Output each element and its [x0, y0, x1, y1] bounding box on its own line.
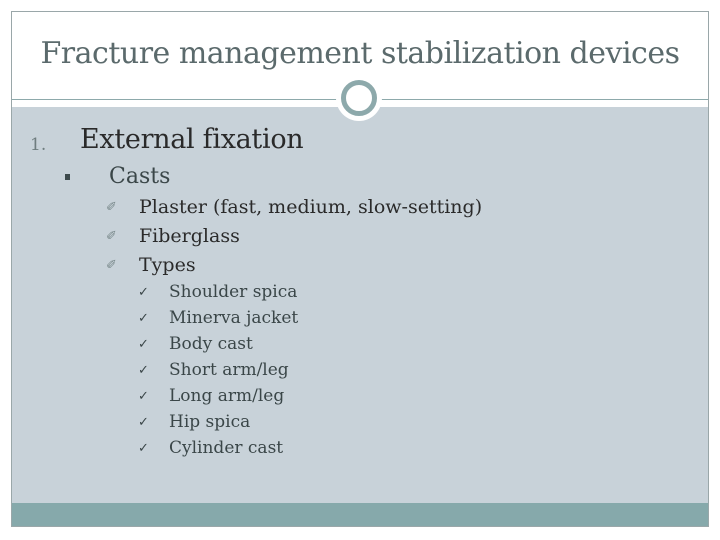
- outline-subheading: Casts: [109, 164, 171, 189]
- pencil-bullet-icon: ✐: [106, 200, 117, 215]
- list-item: [0, 282, 700, 308]
- list-item: [0, 386, 700, 412]
- checkmark-icon: ✓: [138, 363, 149, 378]
- checkmark-icon: ✓: [138, 415, 149, 430]
- checkmark-icon: ✓: [138, 337, 149, 352]
- list-item-text: Types: [139, 254, 196, 276]
- pencil-bullet-icon: ✐: [106, 258, 117, 273]
- list-item: [0, 334, 700, 360]
- checkmark-icon: ✓: [138, 389, 149, 404]
- outline-heading: External fixation: [80, 124, 304, 155]
- list-item-text: Plaster (fast, medium, slow-setting): [139, 196, 483, 218]
- list-item-text: Cylinder cast: [169, 438, 284, 458]
- list-item: [0, 254, 700, 282]
- list-item-text: Minerva jacket: [169, 308, 299, 328]
- circle-ornament-icon: [336, 75, 382, 121]
- list-item: [0, 225, 700, 253]
- list-item: [0, 412, 700, 438]
- list-item-text: Short arm/leg: [169, 360, 289, 380]
- checkmark-icon: ✓: [138, 441, 149, 456]
- circle-ring: [341, 80, 377, 116]
- square-bullet-icon: [65, 174, 70, 180]
- list-item-text: Shoulder spica: [169, 282, 298, 302]
- list-item: [0, 196, 700, 224]
- list-item-text: Hip spica: [169, 412, 251, 432]
- checkmark-icon: ✓: [138, 285, 149, 300]
- list-item: [0, 360, 700, 386]
- list-item-text: Body cast: [169, 334, 253, 354]
- slide-title: Fracture management stabilization devices: [40, 36, 680, 71]
- list-item-text: Long arm/leg: [169, 386, 285, 406]
- list-item-text: Fiberglass: [139, 225, 240, 247]
- footer-bar: [12, 503, 708, 526]
- list-item: [0, 438, 700, 464]
- pencil-bullet-icon: ✐: [106, 229, 117, 244]
- list-item: [0, 308, 700, 334]
- outline-number: 1.: [30, 135, 47, 155]
- checkmark-icon: ✓: [138, 311, 149, 326]
